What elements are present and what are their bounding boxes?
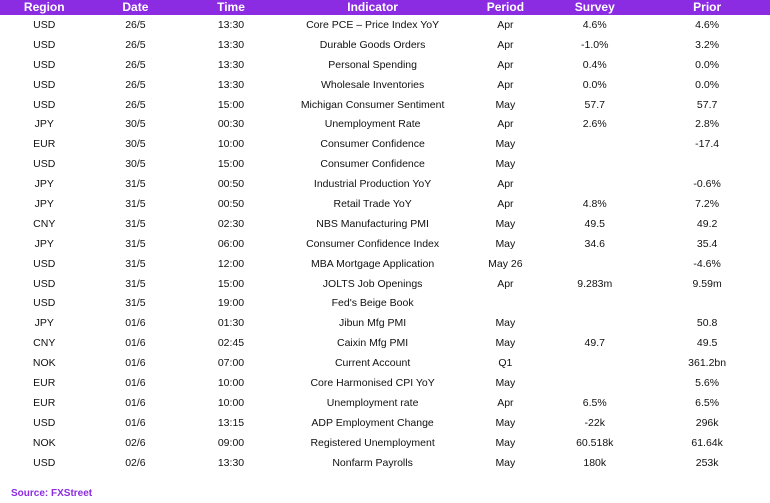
table-row: [0, 35, 770, 55]
header-region: Region: [23, 0, 65, 14]
cell-time: 10:00: [217, 377, 245, 390]
cell-survey: 2.6%: [582, 118, 607, 131]
cell-time: 02:45: [217, 337, 245, 350]
cell-indicator: Jibun Mfg PMI: [339, 317, 407, 330]
cell-region: JPY: [34, 178, 54, 191]
header-prior: Prior: [693, 0, 722, 14]
cell-indicator: ADP Employment Change: [311, 416, 434, 429]
cell-time: 00:50: [217, 178, 245, 191]
cell-time: 15:00: [217, 158, 245, 171]
cell-date: 31/5: [125, 237, 146, 250]
cell-date: 31/5: [125, 297, 146, 310]
cell-survey: 49.7: [584, 337, 605, 350]
cell-prior: -17.4: [695, 138, 720, 151]
cell-region: USD: [33, 257, 56, 270]
cell-prior: 6.5%: [695, 396, 720, 409]
cell-date: 31/5: [125, 198, 146, 211]
table-row: [0, 433, 770, 453]
cell-prior: 35.4: [696, 237, 718, 250]
cell-time: 12:00: [217, 257, 245, 270]
cell-indicator: Personal Spending: [328, 58, 417, 71]
cell-region: JPY: [34, 118, 54, 131]
cell-period: May: [495, 138, 516, 151]
cell-time: 13:30: [217, 19, 245, 31]
cell-region: USD: [33, 58, 56, 71]
cell-indicator: Michigan Consumer Sentiment: [300, 98, 445, 111]
cell-survey: [545, 254, 644, 274]
cell-date: 26/5: [125, 58, 146, 71]
cell-indicator: Core Harmonised CPI YoY: [310, 377, 435, 390]
table-row: [0, 194, 770, 214]
cell-date: 01/6: [125, 396, 146, 409]
cell-region: CNY: [33, 337, 56, 350]
cell-time: 00:50: [217, 198, 245, 211]
cell-indicator: Unemployment Rate: [324, 118, 421, 131]
cell-indicator: Caixin Mfg PMI: [337, 337, 409, 350]
cell-time: 10:00: [217, 396, 245, 409]
cell-prior: 2.8%: [695, 118, 720, 131]
cell-prior: 3.2%: [695, 38, 720, 51]
cell-time: 13:30: [217, 456, 245, 469]
cell-survey: [545, 174, 644, 194]
cell-time: 09:00: [217, 436, 245, 449]
cell-region: NOK: [32, 436, 56, 449]
table-row: [0, 254, 770, 274]
cell-region: USD: [33, 38, 56, 51]
table-row: [0, 154, 770, 174]
cell-period: May: [495, 237, 516, 250]
cell-region: NOK: [32, 357, 56, 370]
cell-indicator: Nonfarm Payrolls: [332, 456, 413, 469]
table-row: [0, 95, 770, 115]
cell-date: 01/6: [125, 357, 146, 370]
cell-period: May: [495, 456, 516, 469]
cell-date: 01/6: [125, 337, 146, 350]
table-row: [0, 353, 770, 373]
cell-region: EUR: [33, 396, 56, 409]
cell-prior: 49.5: [696, 337, 718, 350]
cell-survey: 180k: [583, 456, 607, 469]
cell-prior: 361.2bn: [688, 357, 727, 370]
table-row: [0, 413, 770, 433]
table-row: [0, 393, 770, 413]
table-row: [0, 234, 770, 254]
cell-date: 26/5: [125, 19, 146, 31]
cell-time: 01:30: [217, 317, 245, 330]
cell-date: 30/5: [125, 118, 146, 131]
cell-indicator: JOLTS Job Openings: [322, 277, 423, 290]
cell-region: USD: [33, 297, 56, 310]
cell-period: Apr: [497, 277, 514, 290]
cell-period: Apr: [497, 58, 514, 71]
cell-prior: 4.6%: [695, 19, 720, 31]
cell-period: May: [495, 416, 516, 429]
cell-survey: 6.5%: [582, 396, 607, 409]
cell-date: 01/6: [125, 317, 146, 330]
header-survey: Survey: [574, 0, 615, 14]
cell-prior: 49.2: [696, 217, 718, 230]
cell-prior: 7.2%: [695, 198, 720, 211]
cell-indicator: Retail Trade YoY: [333, 198, 412, 211]
cell-indicator: Current Account: [334, 357, 411, 370]
cell-period: May 26: [488, 257, 523, 270]
table-row: [0, 75, 770, 95]
cell-survey: 0.4%: [582, 58, 607, 71]
table-row: [0, 274, 770, 294]
cell-prior: -0.6%: [693, 178, 721, 191]
cell-time: 15:00: [217, 98, 245, 111]
header-indicator: Indicator: [347, 0, 398, 14]
cell-survey: 49.5: [584, 217, 605, 230]
cell-date: 31/5: [125, 277, 146, 290]
cell-prior: 0.0%: [695, 58, 720, 71]
cell-prior: 61.64k: [691, 436, 723, 449]
cell-date: 02/6: [125, 436, 146, 449]
cell-indicator: Wholesale Inventories: [320, 78, 425, 91]
cell-date: 26/5: [125, 98, 146, 111]
cell-indicator: Durable Goods Orders: [319, 38, 426, 51]
header-time: Time: [217, 0, 245, 14]
cell-period: May: [495, 337, 516, 350]
table-row: [0, 333, 770, 353]
cell-period: Apr: [497, 78, 514, 91]
cell-indicator: Fed's Beige Book: [331, 297, 414, 310]
cell-prior: 57.7: [696, 98, 718, 111]
cell-survey: [545, 134, 644, 154]
cell-prior: [644, 154, 770, 174]
cell-region: USD: [33, 277, 56, 290]
cell-date: 31/5: [125, 217, 146, 230]
cell-survey: 34.6: [584, 237, 605, 250]
cell-region: USD: [33, 416, 56, 429]
cell-survey: -1.0%: [581, 38, 609, 51]
cell-time: 06:00: [217, 237, 245, 250]
cell-survey: [545, 313, 644, 333]
cell-region: USD: [33, 158, 56, 171]
table-row: [0, 214, 770, 234]
table-body: [0, 15, 770, 472]
cell-survey: -22k: [584, 416, 605, 429]
cell-date: 31/5: [125, 178, 146, 191]
cell-region: USD: [33, 98, 56, 111]
cell-region: USD: [33, 456, 56, 469]
header-date: Date: [122, 0, 149, 14]
cell-indicator: Unemployment rate: [326, 396, 419, 409]
cell-period: May: [495, 317, 516, 330]
cell-date: 01/6: [125, 416, 146, 429]
source-note: Source: FXStreet: [11, 488, 93, 499]
cell-survey: 4.8%: [582, 198, 607, 211]
cell-prior: 9.59m: [692, 277, 722, 290]
cell-time: 10:00: [217, 138, 245, 151]
header-period: Period: [486, 0, 525, 14]
cell-indicator: NBS Manufacturing PMI: [316, 217, 429, 230]
cell-survey: 60.518k: [576, 436, 614, 449]
cell-date: 02/6: [125, 456, 146, 469]
cell-date: 26/5: [125, 78, 146, 91]
cell-date: 01/6: [125, 377, 146, 390]
cell-period: Apr: [497, 178, 514, 191]
cell-period: Apr: [497, 118, 514, 131]
cell-survey: [545, 293, 644, 313]
table-row: [0, 15, 770, 35]
cell-survey: 57.7: [584, 98, 605, 111]
cell-time: 02:30: [217, 217, 245, 230]
cell-indicator: Registered Unemployment: [310, 436, 435, 449]
table-row: [0, 313, 770, 333]
cell-period: May: [495, 217, 516, 230]
cell-time: 15:00: [217, 277, 245, 290]
cell-indicator: Consumer Confidence: [320, 138, 425, 151]
cell-time: 19:00: [217, 297, 245, 310]
cell-indicator: Industrial Production YoY: [313, 178, 432, 191]
cell-survey: 4.6%: [582, 19, 607, 31]
cell-prior: -4.6%: [693, 257, 721, 270]
table-row: [0, 174, 770, 194]
cell-prior: 5.6%: [695, 377, 720, 390]
cell-date: 30/5: [125, 158, 146, 171]
cell-indicator: Consumer Confidence Index: [306, 237, 440, 250]
cell-region: JPY: [34, 237, 54, 250]
cell-period: Apr: [497, 396, 514, 409]
cell-period: Apr: [497, 38, 514, 51]
cell-date: 31/5: [125, 257, 146, 270]
cell-date: 30/5: [125, 138, 146, 151]
cell-region: CNY: [33, 217, 56, 230]
cell-indicator: Core PCE – Price Index YoY: [306, 19, 440, 31]
cell-date: 26/5: [125, 38, 146, 51]
cell-time: 13:30: [217, 78, 245, 91]
cell-time: 13:15: [217, 416, 245, 429]
cell-period: May: [495, 98, 516, 111]
cell-time: 13:30: [217, 38, 245, 51]
cell-prior: 50.8: [696, 317, 718, 330]
cell-period: [466, 293, 546, 313]
cell-survey: [545, 154, 644, 174]
cell-region: USD: [33, 78, 56, 91]
table-row: [0, 114, 770, 134]
cell-survey: 9.283m: [577, 277, 613, 290]
cell-indicator: MBA Mortgage Application: [311, 257, 435, 270]
table-row: [0, 293, 770, 313]
cell-survey: 0.0%: [582, 78, 607, 91]
cell-indicator: Consumer Confidence: [320, 158, 425, 171]
table-row: [0, 373, 770, 393]
cell-time: 00:30: [217, 118, 245, 131]
cell-period: May: [495, 436, 516, 449]
cell-prior: [644, 293, 770, 313]
table-row: [0, 453, 770, 473]
cell-time: 07:00: [217, 357, 245, 370]
cell-period: May: [495, 158, 516, 171]
cell-period: May: [495, 377, 516, 390]
table-row: [0, 134, 770, 154]
table-header: [0, 0, 770, 15]
cell-period: Apr: [497, 198, 514, 211]
cell-region: EUR: [33, 138, 56, 151]
cell-region: EUR: [33, 377, 56, 390]
cell-prior: 296k: [695, 416, 719, 429]
cell-time: 13:30: [217, 58, 245, 71]
cell-prior: 0.0%: [695, 78, 720, 91]
cell-period: Q1: [498, 357, 513, 370]
cell-region: JPY: [34, 198, 54, 211]
cell-period: Apr: [497, 19, 514, 31]
cell-survey: [545, 353, 644, 373]
cell-region: JPY: [34, 317, 54, 330]
table-row: [0, 55, 770, 75]
cell-prior: 253k: [695, 456, 719, 469]
cell-survey: [545, 373, 644, 393]
cell-region: USD: [33, 19, 56, 31]
